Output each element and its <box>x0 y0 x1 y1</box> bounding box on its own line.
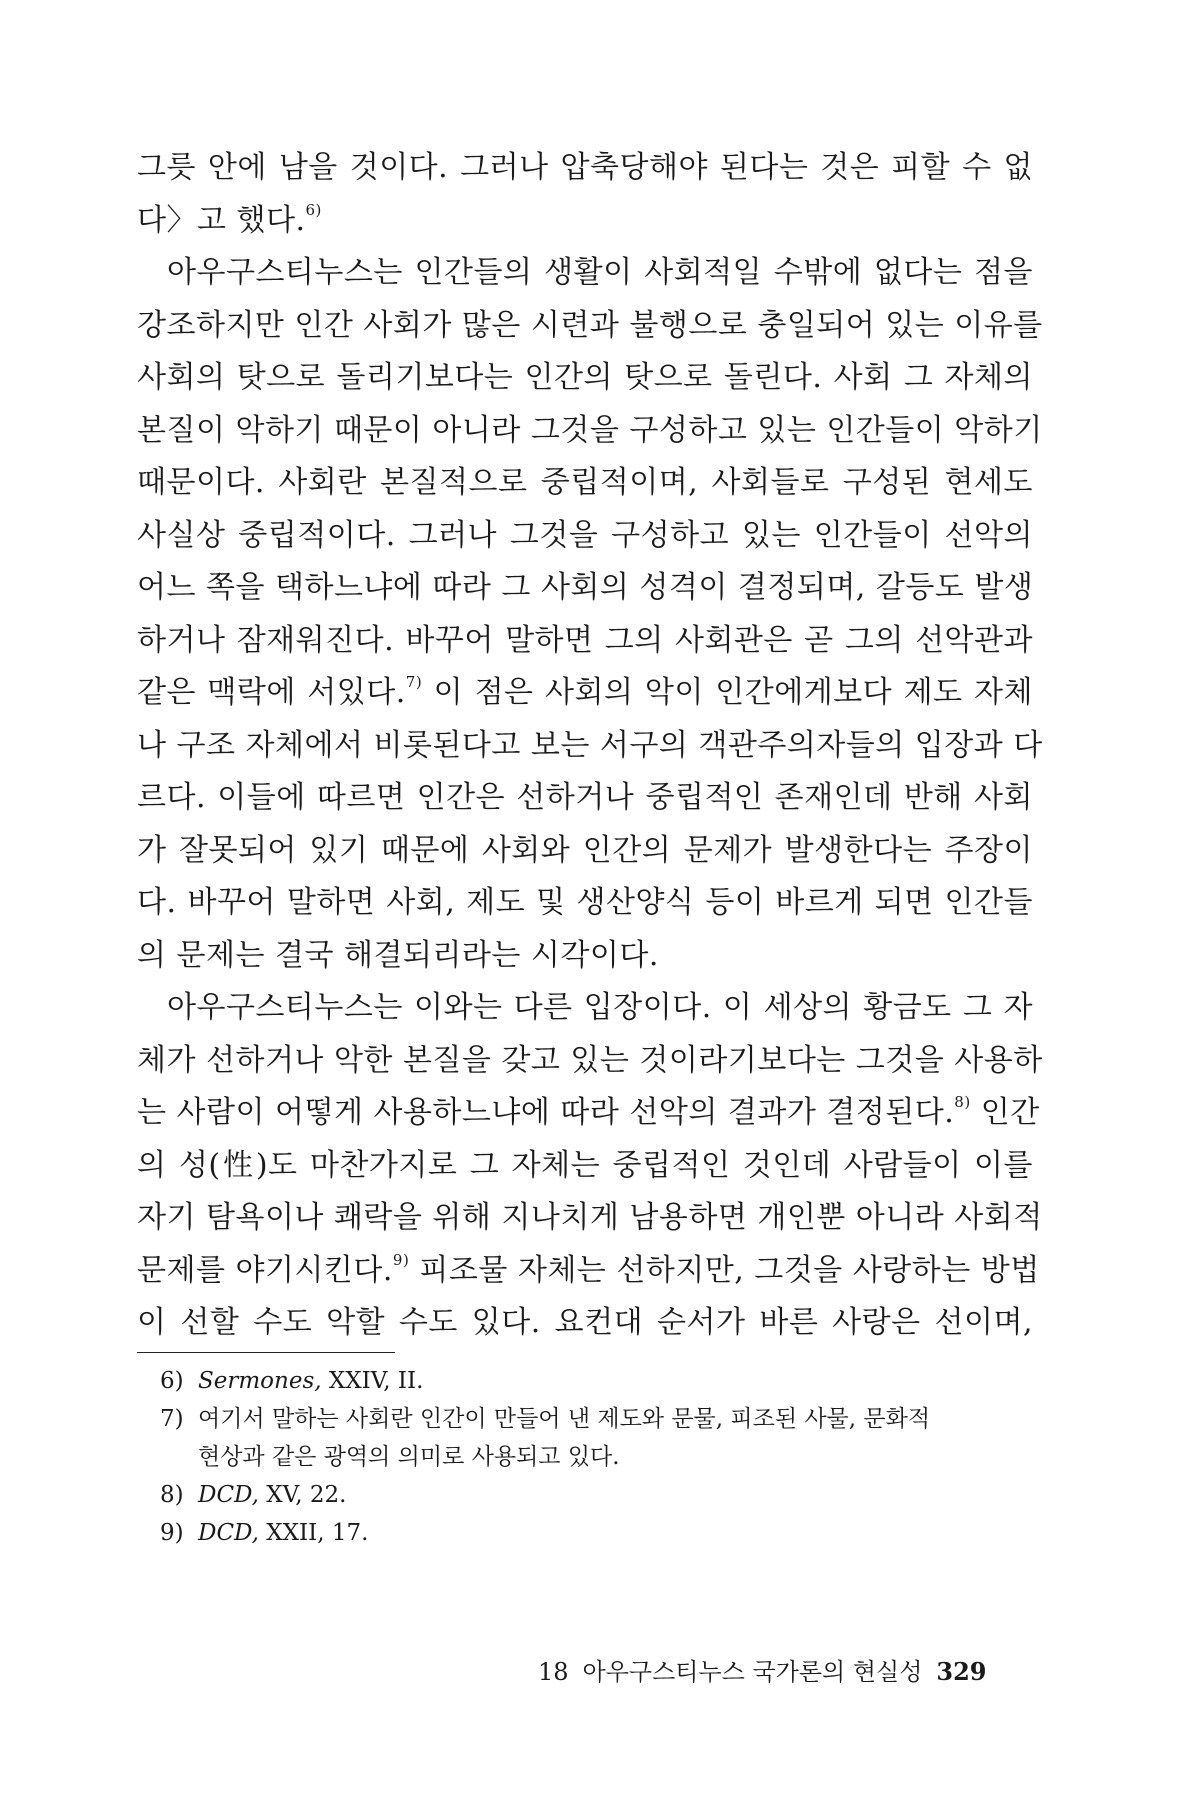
footnote-title: DCD, <box>198 1482 259 1508</box>
text-line: 이 선할 수도 악할 수도 있다. 요컨대 순서가 바른 사랑은 선이며, <box>137 1305 1033 1340</box>
text-line: 같은 맥락에 서있다.$^{7)}$ 이 점은 사회의 악이 인간에게보다 제도 자체 <box>137 673 1033 710</box>
chapter-number: 18 <box>538 1658 569 1686</box>
text-line: 그릇 안에 남을 것이다. 그러나 압축당해야 된다는 것은 피할 수 없 <box>137 150 1033 185</box>
footnote-ref: XV, 22. <box>258 1482 347 1508</box>
running-footer <box>538 1652 1038 1687</box>
text-line: 때문이다. 사회란 본질적으로 중립적이며, 사회들로 구성된 현세도 <box>137 465 1033 500</box>
footnote <box>160 1476 1040 1514</box>
text-line: 르다. 이들에 따르면 인간은 선하거나 중립적인 존재인데 반해 사회 <box>137 780 1033 815</box>
footnote <box>160 1514 1040 1552</box>
footnote-divider <box>137 1352 395 1353</box>
footnote-title: DCD, <box>198 1520 259 1546</box>
footnote-title: Sermones, <box>198 1368 322 1394</box>
footnote-ref: XXIV, II. <box>321 1368 424 1394</box>
text-line: 사실상 중립적이다. 그러나 그것을 구성하고 있는 인간들이 선악의 <box>137 517 1033 553</box>
text-line: 가 잘못되어 있기 때문에 사회와 인간의 문제가 발생한다는 주장이 <box>137 832 1033 868</box>
footnote-continuation: 현상과 같은 광역의 의미로 사용되고 있다. <box>198 1444 620 1470</box>
text-line: 다. 바꾸어 말하면 사회, 제도 및 생산양식 등이 바르게 되면 인간들 <box>137 885 1033 920</box>
footnote <box>160 1362 1040 1400</box>
footnote-text: 여기서 말하는 사회란 인간이 만들어 낸 제도와 문물, 피조된 사물, 문화적 <box>198 1406 931 1432</box>
body-text <box>137 142 1043 1350</box>
text-line: 자기 탐욕이나 쾌락을 위해 지나치게 남용하면 개인뿐 아니라 사회적 <box>137 1200 1043 1235</box>
footnote-number: 8) <box>160 1482 184 1508</box>
text-line: 의 성(性)도 마찬가지로 그 자체는 중립적인 것인데 사람들이 이를 <box>137 1147 1033 1183</box>
note-ref: 7) <box>405 673 423 691</box>
note-ref: 9) <box>392 1250 410 1269</box>
text-line: 다〉고 했다.$^{6)}$ <box>137 200 322 238</box>
note-ref: 8) <box>954 1093 971 1111</box>
text-line: 어느 쪽을 택하느냐에 따라 그 사회의 성격이 결정되며, 갈등도 발생 <box>137 570 1034 605</box>
text-line: 본질이 악하기 때문이 아니라 그것을 구성하고 있는 인간들이 악하기 <box>137 412 1043 448</box>
text-line: 사회의 탓으로 돌리기보다는 인간의 탓으로 돌린다. 사회 그 자체의 <box>137 360 1033 395</box>
footnote <box>160 1400 1040 1438</box>
footnotes <box>160 1362 1040 1552</box>
text-line: 의 문제는 결국 해결되리라는 시각이다. <box>137 937 659 973</box>
note-ref: 6) <box>305 200 322 219</box>
footnote-ref: XXII, 17. <box>258 1520 369 1546</box>
footnote-number: 9) <box>160 1520 184 1546</box>
text-line: 체가 선하거나 악한 본질을 갖고 있는 것이라기보다는 그것을 사용하 <box>137 1042 1043 1078</box>
text-line: 하거나 잠재워진다. 바꾸어 말하면 그의 사회관은 곧 그의 선악관과 <box>137 622 1033 658</box>
footnote-number: 6) <box>160 1368 184 1394</box>
text-line: 문제를 야기시킨다.$^{9)}$ 피조물 자체는 선하지만, 그것을 사랑하는 방법 <box>137 1250 1040 1288</box>
running-title: 아우구스티누스 국가론의 현실성 <box>582 1658 923 1686</box>
text-line: 강조하지만 인간 사회가 많은 시련과 불행으로 충일되어 있는 이유를 <box>137 307 1043 343</box>
page-number: 329 <box>936 1657 987 1686</box>
text-line: 아우구스티누스는 이와는 다른 입장이다. 이 세상의 황금도 그 자 <box>167 990 1033 1025</box>
footnote-number: 7) <box>160 1406 184 1432</box>
text-line: 나 구조 자체에서 비롯된다고 보는 서구의 객관주의자들의 입장과 다 <box>137 727 1043 763</box>
text-line: 아우구스티누스는 인간들의 생활이 사회적일 수밖에 없다는 점을 <box>167 255 1033 290</box>
text-line: 는 사람이 어떻게 사용하느냐에 따라 선악의 결과가 결정된다.$^{8)}$ 인간 <box>137 1093 1040 1130</box>
